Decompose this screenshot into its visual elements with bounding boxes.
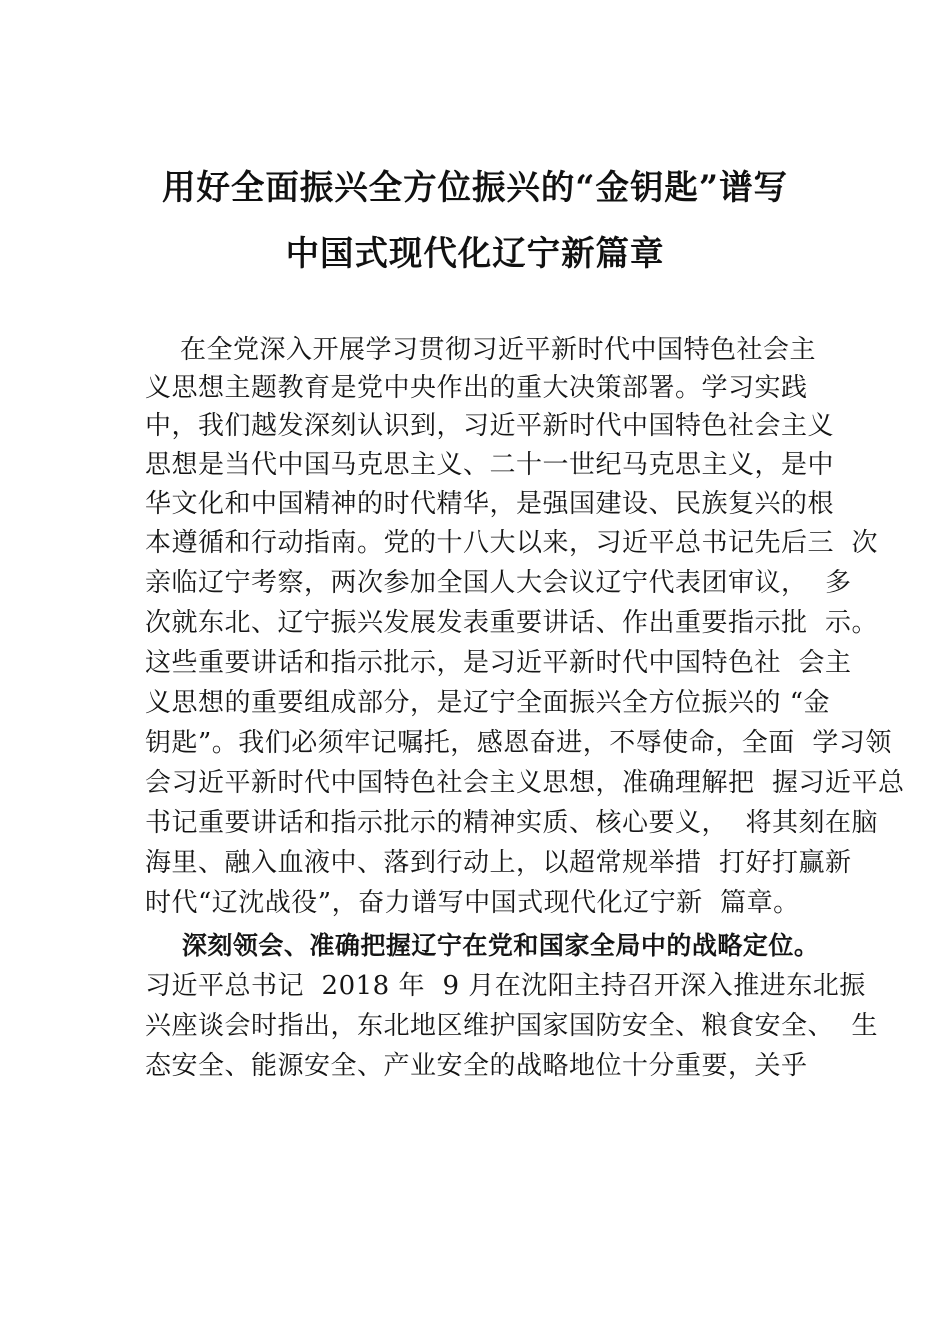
- paragraph-1-line: 钥匙”。我们必须牢记嘱托，感恩奋进，不辱使命，全面 学习领: [145, 728, 892, 758]
- paragraph-1-line: 书记重要讲话和指示批示的精神实质、核心要义， 将其刻在脑: [145, 808, 879, 838]
- paragraph-1-line: 义思想的重要组成部分，是辽宁全面振兴全方位振兴的 “金: [145, 688, 831, 718]
- paragraph-2-line: 兴座谈会时指出，东北地区维护国家国防安全、粮食安全、 生: [145, 1011, 879, 1041]
- paragraph-1-line: 海里、融入血液中、落到行动上，以超常规举措 打好打赢新: [145, 848, 852, 878]
- document-title-line-2: 中国式现代化辽宁新篇章: [285, 234, 665, 274]
- paragraph-2-line: 态安全、能源安全、产业安全的战略地位十分重要，关乎: [145, 1051, 808, 1081]
- paragraph-1-line: 本遵循和行动指南。党的十八大以来，习近平总书记先后三 次: [145, 528, 879, 558]
- paragraph-1-line: 中，我们越发深刻认识到，习近平新时代中国特色社会主义: [145, 411, 835, 441]
- paragraph-1-line: 思想是当代中国马克思主义、二十一世纪马克思主义，是中: [145, 450, 835, 480]
- paragraph-1-line: 在全党深入开展学习贯彻习近平新时代中国特色社会主: [145, 335, 817, 365]
- paragraph-1-line: 时代“辽沈战役”，奋力谱写中国式现代化辽宁新 篇章。: [145, 888, 800, 918]
- document-title-line-1: 用好全面振兴全方位振兴的“金钥匙”谱写: [162, 168, 788, 208]
- paragraph-1-line: 会习近平新时代中国特色社会主义思想，准确理解把 握习近平总: [145, 768, 905, 798]
- paragraph-1-line: 华文化和中国精神的时代精华，是强国建设、民族复兴的根: [145, 489, 835, 519]
- paragraph-2-heading: 深刻领会、准确把握辽宁在党和国家全局中的战略定位。: [145, 931, 820, 960]
- paragraph-1-line: 次就东北、辽宁振兴发展发表重要讲话、作出重要指示批 示。: [145, 608, 879, 638]
- paragraph-1-line: 亲临辽宁考察，两次参加全国人大会议辽宁代表团审议， 多: [145, 568, 852, 598]
- paragraph-1-line: 这些重要讲话和指示批示，是习近平新时代中国特色社 会主: [145, 648, 852, 678]
- paragraph-1-line: 义思想主题教育是党中央作出的重大决策部署。学习实践: [145, 373, 808, 403]
- paragraph-2-line: 习近平总书记 2018 年 9 月在沈阳主持召开深入推进东北振: [145, 971, 866, 1001]
